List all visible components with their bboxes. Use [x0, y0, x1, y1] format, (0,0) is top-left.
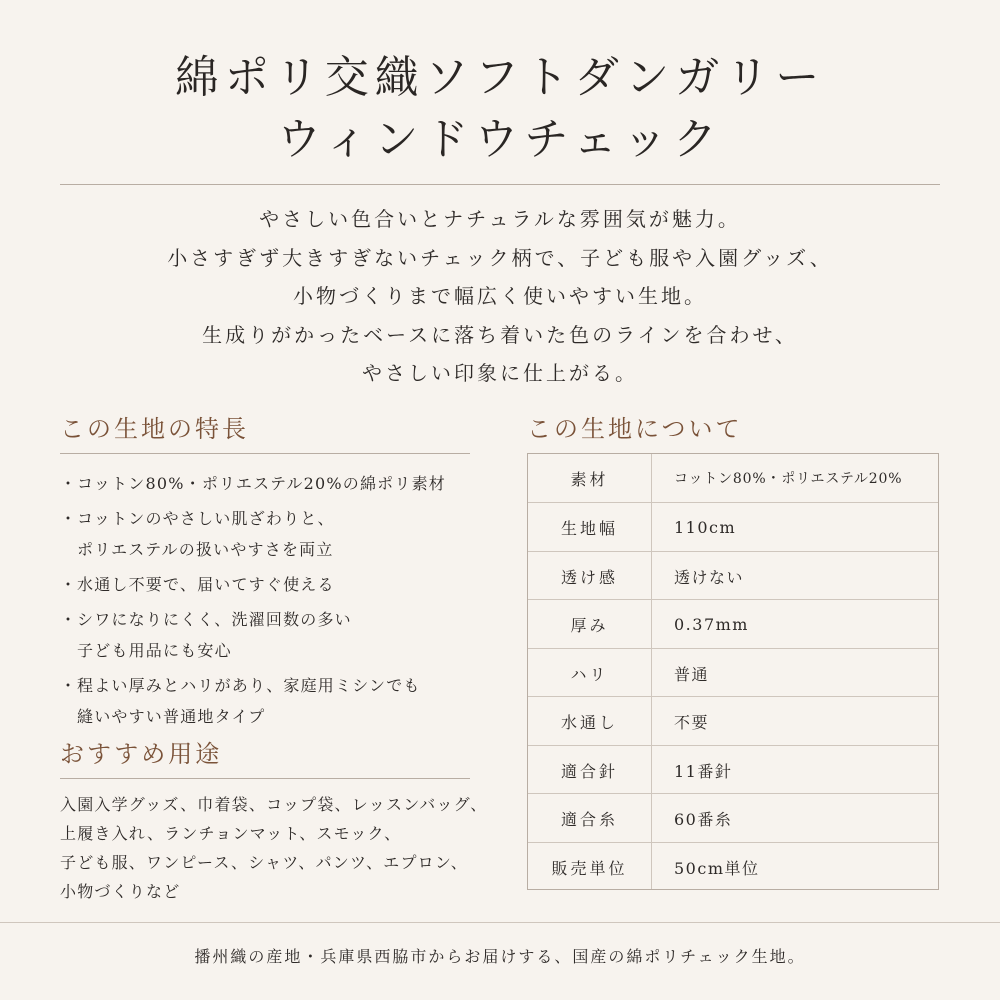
intro-line: 生成りがかったベースに落ち着いた色のラインを合わせ、 — [202, 322, 798, 347]
features-divider — [60, 453, 470, 454]
spec-label: 販売単位 — [551, 858, 628, 878]
spec-label: 水通し — [560, 712, 618, 732]
spec-value: 110cm — [674, 517, 737, 537]
uses-heading: おすすめ用途 — [60, 740, 223, 768]
uses-line: 入園入学グッズ、巾着袋、コップ袋、レッスンバッグ、 — [60, 795, 488, 814]
feature-item — [60, 468, 480, 499]
spec-value: 透けない — [674, 567, 745, 587]
intro-line: 小さすぎず大きすぎないチェック柄で、子ども服や入園グッズ、 — [167, 245, 833, 270]
spec-row — [528, 552, 938, 600]
spec-label: ハリ — [570, 664, 609, 684]
feature-text: 程よい厚みとハリがあり、家庭用ミシンでも — [77, 676, 421, 695]
spec-row — [528, 697, 938, 745]
spec-row — [528, 843, 938, 891]
spec-label: 透け感 — [560, 567, 618, 587]
spec-value: コットン80%・ポリエステル20% — [674, 471, 903, 487]
spec-row — [528, 794, 938, 842]
spec-row — [528, 454, 938, 502]
feature-item — [60, 503, 480, 565]
feature-item — [60, 670, 480, 732]
bullet: ・ — [60, 474, 78, 493]
feature-text: 子ども用品にも安心 — [77, 641, 232, 660]
spec-value: 60番糸 — [674, 809, 733, 829]
spec-value: 50cm単位 — [674, 858, 760, 878]
intro-line: 小物づくりまで幅広く使いやすい生地。 — [293, 284, 707, 308]
intro-text — [0, 200, 1000, 393]
bullet: ・ — [60, 676, 78, 695]
spec-value: 11番針 — [674, 761, 733, 781]
title-divider — [60, 184, 940, 185]
spec-table — [527, 453, 939, 890]
uses-line: 上履き入れ、ランチョンマット、スモック、 — [60, 824, 402, 843]
features-heading: この生地の特長 — [60, 415, 249, 443]
bullet: ・ — [60, 575, 78, 594]
spec-row — [528, 503, 938, 551]
specs-heading: この生地について — [527, 415, 743, 443]
feature-item — [60, 604, 480, 666]
feature-text: コットンのやさしい肌ざわりと、 — [77, 509, 335, 528]
feature-text: 水通し不要で、届いてすぐ使える — [77, 575, 335, 594]
spec-row — [528, 600, 938, 648]
spec-label: 厚み — [570, 615, 609, 635]
bullet: ・ — [60, 610, 78, 629]
spec-row — [528, 746, 938, 794]
spec-label: 適合糸 — [560, 809, 618, 829]
uses-divider — [60, 778, 470, 779]
spec-value: 0.37mm — [674, 614, 749, 634]
uses-text — [60, 790, 490, 906]
footer-divider — [0, 922, 1000, 923]
feature-item — [60, 569, 480, 600]
uses-line: 子ども服、ワンピース、シャツ、パンツ、エプロン、 — [60, 853, 469, 872]
feature-text: シワになりにくく、洗濯回数の多い — [77, 610, 352, 629]
footer-text: 播州織の産地・兵庫県西脇市からお届けする、国産の綿ポリチェック生地。 — [194, 947, 806, 966]
intro-line: やさしい色合いとナチュラルな雰囲気が魅力。 — [259, 207, 741, 231]
feature-text: 縫いやすい普通地タイプ — [77, 707, 266, 726]
page-title-line-1: 綿ポリ交織ソフトダンガリー — [174, 52, 826, 103]
spec-label: 適合針 — [560, 761, 618, 781]
spec-label: 素材 — [570, 469, 609, 489]
bullet: ・ — [60, 509, 78, 528]
feature-text: ポリエステルの扱いやすさを両立 — [77, 540, 334, 559]
feature-text: コットン80%・ポリエステル20%の綿ポリ素材 — [77, 474, 446, 493]
spec-label: 生地幅 — [560, 518, 618, 538]
spec-row — [528, 649, 938, 697]
page-title-line-2: ウィンドウチェック — [276, 114, 724, 165]
intro-line: やさしい印象に仕上がる。 — [362, 361, 638, 385]
uses-line: 小物づくりなど — [60, 882, 181, 901]
spec-value: 不要 — [674, 712, 710, 732]
features-list — [60, 468, 480, 736]
spec-value: 普通 — [674, 664, 710, 684]
